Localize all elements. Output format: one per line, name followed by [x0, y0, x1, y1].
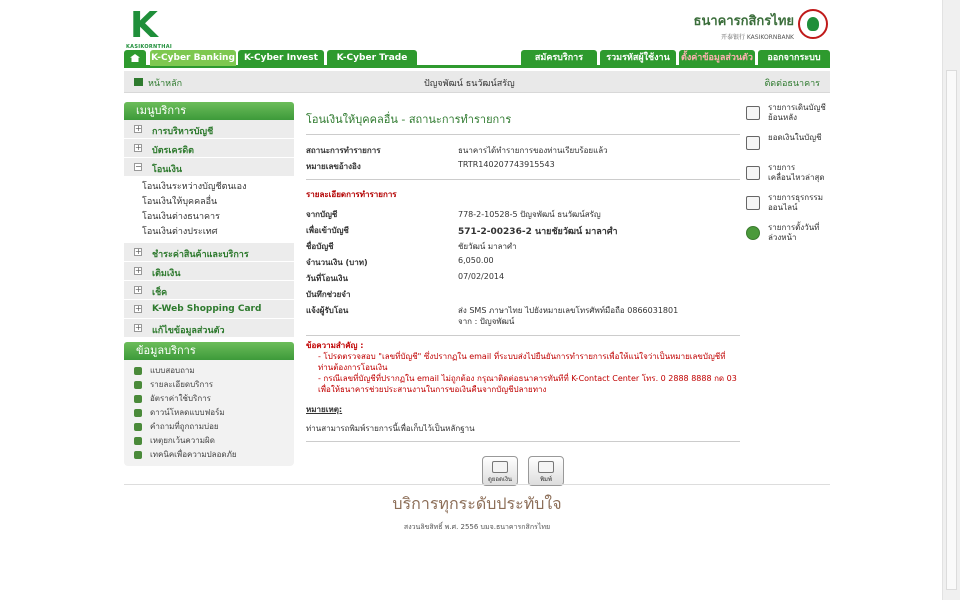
info-item-security-tips[interactable]: [134, 448, 294, 462]
scrollbar-thumb[interactable]: [946, 70, 957, 590]
monitor-icon: [746, 196, 760, 210]
account-name-value: ชัยวัฒน์ มาลาศำ: [458, 242, 517, 251]
tab-k-cyber-trade[interactable]: K-Cyber Trade: [327, 50, 417, 66]
from-account-label: จากบัญชี: [306, 210, 338, 219]
expand-icon: +: [135, 247, 142, 256]
clock-icon: [746, 226, 760, 240]
submenu-overseas[interactable]: โอนเงินต่างประเทศ: [142, 227, 218, 237]
info-item-fees[interactable]: [134, 392, 294, 406]
menu-item-cheque[interactable]: [124, 281, 294, 300]
tab-personal-settings[interactable]: ตั้งค่าข้อมูลส่วนตัว: [679, 50, 755, 66]
bank-name: [694, 10, 794, 41]
memo-row: [306, 285, 740, 301]
divider: [306, 179, 740, 180]
footer-slogan: บริการทุกระดับประทับใจ: [392, 494, 562, 513]
left-menu: [124, 102, 294, 466]
quick-link-label: รายการตั้งวันที่ล่วงหน้า: [768, 223, 820, 242]
expand-icon: +: [135, 304, 142, 313]
page: [124, 0, 830, 600]
menu-item-bill-payment[interactable]: [124, 243, 294, 262]
collapse-icon: −: [135, 162, 142, 171]
quick-links: [744, 102, 830, 252]
info-item-label: คำถามที่ถูกถามบ่อย: [150, 422, 219, 431]
menu-item-label: เติมเงิน: [152, 269, 181, 279]
info-item-faq[interactable]: [134, 420, 294, 434]
info-item-label: รายละเอียดบริการ: [150, 380, 214, 389]
quick-online-transactions[interactable]: [744, 192, 830, 222]
to-account-label: เพื่อเข้าบัญชี: [306, 226, 349, 235]
menu-item-label: เช็ค: [152, 288, 168, 298]
bank-name-thai: ธนาคารกสิกรไทย: [693, 14, 794, 29]
logo-text: KASIKORNTHAI: [126, 44, 173, 50]
tab-home[interactable]: [124, 50, 146, 66]
quick-statement-history[interactable]: [744, 102, 830, 132]
menu-item-edit-profile[interactable]: [124, 319, 294, 338]
footer-copyright: สงวนลิขสิทธิ์ พ.ศ. 2556 บมจ.ธนาคารกสิกรไทย: [403, 523, 551, 531]
balance-icon: [492, 461, 508, 473]
reference-label: หมายเลขอ้างอิง: [306, 162, 361, 171]
account-name-label: ชื่อบัญชี: [306, 242, 334, 251]
notify-from: จาก : ปัญจพัฒน์: [458, 317, 515, 326]
tab-register[interactable]: สมัครบริการ: [521, 50, 597, 66]
info-item-service-details[interactable]: [134, 378, 294, 392]
footer-divider: [124, 484, 830, 485]
main-content: [306, 102, 740, 496]
detail-section-title: รายละเอียดการทำรายการ: [306, 190, 397, 199]
star-icon: [134, 381, 142, 389]
from-account-row: [306, 205, 740, 221]
menu-item-k-web-shopping[interactable]: [124, 300, 294, 319]
bank-seal-icon: [798, 9, 828, 39]
print-button[interactable]: [528, 456, 564, 486]
info-list: [124, 360, 294, 466]
info-item-label: อัตราค่าใช้บริการ: [150, 394, 211, 403]
menu-item-label: การบริหารบัญชี: [152, 127, 214, 137]
menu-item-top-up[interactable]: [124, 262, 294, 281]
notify-label: แจ้งผู้รับโอน: [306, 306, 349, 315]
info-item-label: ดาวน์โหลดแบบฟอร์ม: [150, 408, 225, 417]
gear-icon: [134, 437, 142, 445]
expand-icon: +: [135, 124, 142, 133]
expand-icon: +: [135, 266, 142, 275]
expand-icon: +: [135, 323, 142, 332]
info-item-download-forms[interactable]: [134, 406, 294, 420]
lock-icon: [134, 451, 142, 459]
tab-k-cyber-banking[interactable]: K-Cyber Banking: [150, 50, 236, 66]
status-row: [306, 141, 740, 157]
transfer-submenu: [124, 177, 294, 243]
info-item-survey[interactable]: [134, 364, 294, 378]
home-icon: [130, 54, 140, 62]
quick-link-label: ยอดเงินในบัญชี: [768, 133, 822, 142]
page-scrollbar[interactable]: [942, 0, 960, 600]
submenu-other-person[interactable]: โอนเงินให้บุคคลอื่น: [142, 197, 218, 207]
info-item-label: เทคนิคเพื่อความปลอดภัย: [150, 450, 237, 459]
amount-row: [306, 253, 740, 269]
transfer-date-label: วันที่โอนเงิน: [306, 274, 348, 283]
quick-scheduled-transactions[interactable]: [744, 222, 830, 252]
home-link[interactable]: หน้าหลัก: [148, 79, 183, 89]
view-balance-label: ดูยอดเงิน: [488, 476, 512, 483]
page-title: โอนเงินให้บุคคลอื่น - สถานะการทำรายการ: [306, 110, 740, 135]
kasikorn-logo[interactable]: [126, 5, 173, 50]
print-label: พิมพ์: [540, 476, 552, 483]
notify-value: ส่ง SMS ภาษาไทย ไปยังหมายเลขโทรศัพท์มือถือ 0866031801: [458, 306, 679, 315]
document-icon: [746, 166, 760, 180]
memo-label: บันทึกช่วยจำ: [306, 290, 351, 299]
user-name: ปัญจพัฒน์ ธนวัฒน์สรัญ: [424, 79, 515, 89]
statement-icon: [746, 106, 760, 120]
important-notice: [306, 340, 740, 395]
menu-item-transfer[interactable]: [124, 158, 294, 177]
question-icon: [134, 423, 142, 431]
info-item-label: เหตุยกเว้นความผิด: [150, 436, 215, 445]
info-item-disclaimer[interactable]: [134, 434, 294, 448]
quick-link-label: รายการเคลื่อนไหวล่าสุด: [768, 163, 825, 182]
status-value: ธนาคารได้ทำรายการของท่านเรียบร้อยแล้ว: [458, 146, 608, 155]
notice-item-2: - กรณีเลขที่บัญชีที่ปรากฏใน email ไม่ถูกต้อง กรุณาติดต่อธนาคารทันทีที่ K-Contact Center โทร. 0 2888 8888 กด 03 เพื่อให้ธนาคารช่วยประสานงานในการขอเงินคืนจากบัญชีปลายทาง: [318, 374, 737, 394]
tab-logout[interactable]: ออกจากระบบ: [758, 50, 830, 66]
sub-bar: [124, 71, 830, 93]
view-balance-button[interactable]: [482, 456, 518, 486]
amount-value: 6,050.00: [458, 256, 494, 265]
account-name-row: [306, 237, 740, 253]
from-account-value: 778-2-10528-5 ปัญจพัฒน์ ธนวัฒน์สรัญ: [458, 210, 601, 219]
divider: [306, 441, 740, 442]
menu-item-credit-card[interactable]: [124, 139, 294, 158]
printer-icon: [538, 461, 554, 473]
submenu-own-account[interactable]: โอนเงินระหว่างบัญชีตนเอง: [142, 182, 247, 192]
download-icon: [134, 409, 142, 417]
menu-item-label: บัตรเครดิต: [152, 146, 195, 156]
info-panel-title: ข้อมูลบริการ: [124, 342, 294, 360]
notify-row: [306, 301, 740, 329]
quick-account-balance[interactable]: [744, 132, 830, 162]
menu-item-account-management[interactable]: [124, 120, 294, 139]
transfer-date-value: 07/02/2014: [458, 272, 505, 281]
remark-body: ท่านสามารถพิมพ์รายการนี้เพื่อเก็บไว้เป็นหลักฐาน: [306, 424, 475, 433]
home-small-icon[interactable]: [134, 78, 143, 86]
info-panel: [124, 342, 294, 466]
to-account-row: [306, 221, 740, 237]
status-label: สถานะการทำรายการ: [306, 146, 381, 155]
calculator-icon: [134, 395, 142, 403]
divider: [306, 335, 740, 336]
menu-item-label: ชำระค่าสินค้าและบริการ: [152, 250, 249, 260]
info-item-label: แบบสอบถาม: [150, 366, 195, 375]
logo-k-mark: K: [130, 5, 158, 46]
notice-item-1: - โปรดตรวจสอบ "เลขที่บัญชี" ซึ่งปรากฏใน email ที่ระบบส่งไปยืนยันการทำรายการเพื่อให้แน่ใจว่าเป็นหมายเลขบัญชีที่ท่านต้องการโอนเงิน: [318, 352, 726, 372]
submenu-other-bank[interactable]: โอนเงินต่างธนาคาร: [142, 212, 220, 222]
menu-item-label: K-Web Shopping Card: [152, 304, 262, 314]
menu-item-label: โอนเงิน: [152, 165, 183, 175]
tab-combine-userid[interactable]: รวมรหัสผู้ใช้งาน: [600, 50, 676, 66]
remark-title: หมายเหตุ:: [306, 405, 343, 414]
quick-link-label: รายการธุรกรรมออนไลน์: [768, 193, 823, 212]
expand-icon: +: [135, 143, 142, 152]
tab-k-cyber-invest[interactable]: K-Cyber Invest: [238, 50, 324, 66]
amount-label: จำนวนเงิน (บาท): [306, 258, 368, 267]
to-account-value: 571-2-00236-2 นายชัยวัฒน์ มาลาศำ: [458, 227, 618, 237]
bank-name-english: 开泰银行 KASIKORNBANK: [720, 34, 794, 41]
reference-value: TRTR140207743915543: [458, 160, 555, 169]
quick-link-label: รายการเดินบัญชีย้อนหลัง: [768, 103, 826, 122]
menu-item-label: แก้ไขข้อมูลส่วนตัว: [152, 326, 225, 336]
expand-icon: +: [135, 285, 142, 294]
contact-bank-link[interactable]: ติดต่อธนาคาร: [764, 79, 820, 89]
reference-row: [306, 157, 740, 173]
main-tab-bar: [124, 50, 830, 68]
action-buttons: [306, 456, 740, 496]
quick-recent-activity[interactable]: [744, 162, 830, 192]
checkmark-icon: [134, 367, 142, 375]
service-menu-title: เมนูบริการ: [124, 102, 294, 120]
money-bag-icon: [746, 136, 760, 150]
notice-title: ข้อความสำคัญ :: [306, 341, 364, 350]
transfer-date-row: [306, 269, 740, 285]
